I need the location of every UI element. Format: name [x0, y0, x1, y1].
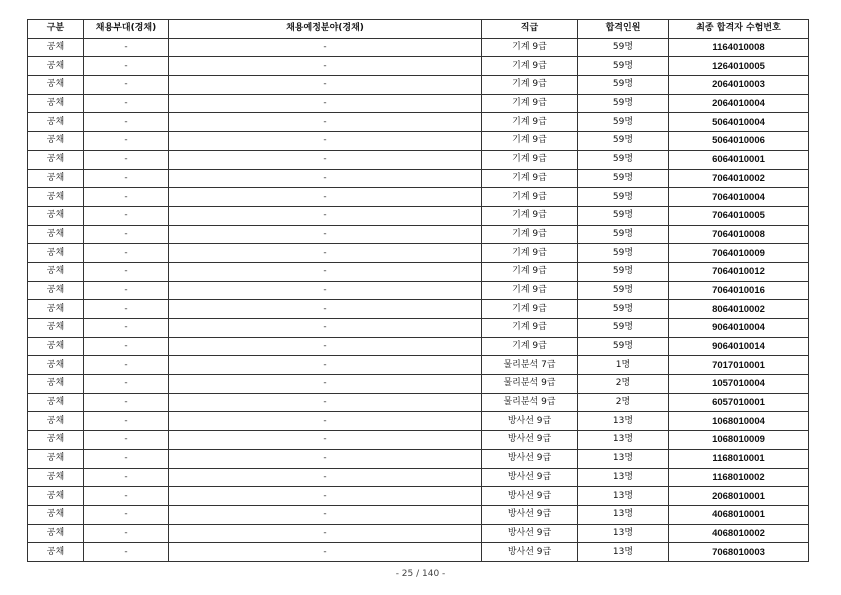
- cell-count: 59명: [578, 225, 669, 244]
- cell-type: 공채: [28, 150, 84, 169]
- cell-exam-number: 1068010004: [669, 412, 809, 431]
- cell-grade: 기계 9급: [482, 113, 578, 132]
- cell-count: 59명: [578, 169, 669, 188]
- cell-grade: 방사선 9급: [482, 431, 578, 450]
- cell-exam-number: 2064010004: [669, 94, 809, 113]
- cell-grade: 기계 9급: [482, 150, 578, 169]
- cell-field: -: [169, 281, 482, 300]
- cell-unit: -: [84, 468, 169, 487]
- cell-exam-number: 7064010002: [669, 169, 809, 188]
- cell-unit: -: [84, 132, 169, 151]
- cell-unit: -: [84, 524, 169, 543]
- cell-type: 공채: [28, 543, 84, 562]
- cell-type: 공채: [28, 375, 84, 394]
- cell-type: 공채: [28, 487, 84, 506]
- table-row: [28, 356, 809, 375]
- cell-grade: 기계 9급: [482, 319, 578, 338]
- cell-unit: -: [84, 449, 169, 468]
- cell-grade: 방사선 9급: [482, 449, 578, 468]
- cell-type: 공채: [28, 412, 84, 431]
- cell-type: 공채: [28, 188, 84, 207]
- cell-count: 59명: [578, 337, 669, 356]
- cell-unit: -: [84, 393, 169, 412]
- cell-exam-number: 2064010003: [669, 76, 809, 95]
- cell-unit: -: [84, 225, 169, 244]
- cell-count: 1명: [578, 356, 669, 375]
- table-row: [28, 337, 809, 356]
- cell-type: 공채: [28, 337, 84, 356]
- cell-field: -: [169, 337, 482, 356]
- table-row: [28, 94, 809, 113]
- cell-count: 13명: [578, 487, 669, 506]
- cell-field: -: [169, 524, 482, 543]
- table-row: [28, 412, 809, 431]
- cell-exam-number: 2068010001: [669, 487, 809, 506]
- cell-type: 공채: [28, 169, 84, 188]
- cell-type: 공채: [28, 505, 84, 524]
- cell-exam-number: 6057010001: [669, 393, 809, 412]
- cell-type: 공채: [28, 319, 84, 338]
- cell-count: 59명: [578, 132, 669, 151]
- table-row: [28, 281, 809, 300]
- cell-field: -: [169, 244, 482, 263]
- cell-type: 공채: [28, 225, 84, 244]
- cell-field: -: [169, 225, 482, 244]
- cell-field: -: [169, 431, 482, 450]
- cell-field: -: [169, 132, 482, 151]
- cell-unit: -: [84, 76, 169, 95]
- cell-type: 공채: [28, 76, 84, 95]
- table-row: [28, 206, 809, 225]
- cell-exam-number: 7064010016: [669, 281, 809, 300]
- cell-count: 13명: [578, 524, 669, 543]
- header-unit: 채용부대(경채): [84, 20, 169, 39]
- header-type: 구분: [28, 20, 84, 39]
- cell-field: -: [169, 356, 482, 375]
- cell-field: -: [169, 262, 482, 281]
- table-header-row: [28, 20, 809, 39]
- cell-grade: 기계 9급: [482, 281, 578, 300]
- cell-exam-number: 1057010004: [669, 375, 809, 394]
- table-row: [28, 300, 809, 319]
- cell-unit: -: [84, 300, 169, 319]
- cell-exam-number: 7064010012: [669, 262, 809, 281]
- cell-unit: -: [84, 206, 169, 225]
- cell-exam-number: 9064010004: [669, 319, 809, 338]
- header-exam-number: 최종 합격자 수험번호: [669, 20, 809, 39]
- header-field: 채용예정분야(경채): [169, 20, 482, 39]
- cell-exam-number: 7064010008: [669, 225, 809, 244]
- cell-grade: 물리분석 9급: [482, 393, 578, 412]
- cell-field: -: [169, 206, 482, 225]
- cell-unit: -: [84, 169, 169, 188]
- cell-exam-number: 1168010001: [669, 449, 809, 468]
- cell-count: 13명: [578, 431, 669, 450]
- cell-unit: -: [84, 188, 169, 207]
- cell-grade: 기계 9급: [482, 132, 578, 151]
- table-row: [28, 113, 809, 132]
- table-row: [28, 543, 809, 562]
- cell-grade: 기계 9급: [482, 57, 578, 76]
- cell-grade: 방사선 9급: [482, 412, 578, 431]
- cell-unit: -: [84, 375, 169, 394]
- cell-grade: 기계 9급: [482, 337, 578, 356]
- cell-type: 공채: [28, 206, 84, 225]
- cell-count: 59명: [578, 281, 669, 300]
- cell-unit: -: [84, 431, 169, 450]
- cell-type: 공채: [28, 57, 84, 76]
- cell-count: 2명: [578, 393, 669, 412]
- cell-unit: -: [84, 319, 169, 338]
- cell-field: -: [169, 319, 482, 338]
- cell-grade: 기계 9급: [482, 38, 578, 57]
- cell-count: 13명: [578, 543, 669, 562]
- cell-unit: -: [84, 356, 169, 375]
- cell-count: 59명: [578, 150, 669, 169]
- cell-exam-number: 1068010009: [669, 431, 809, 450]
- cell-field: -: [169, 113, 482, 132]
- cell-field: -: [169, 150, 482, 169]
- cell-field: -: [169, 468, 482, 487]
- cell-field: -: [169, 543, 482, 562]
- table-row: [28, 244, 809, 263]
- cell-unit: -: [84, 487, 169, 506]
- table-row: [28, 76, 809, 95]
- results-table: [27, 19, 809, 562]
- table-row: [28, 487, 809, 506]
- cell-unit: -: [84, 337, 169, 356]
- cell-field: -: [169, 505, 482, 524]
- cell-grade: 물리분석 7급: [482, 356, 578, 375]
- cell-type: 공채: [28, 524, 84, 543]
- cell-type: 공채: [28, 38, 84, 57]
- cell-type: 공채: [28, 132, 84, 151]
- cell-grade: 방사선 9급: [482, 505, 578, 524]
- cell-exam-number: 5064010004: [669, 113, 809, 132]
- cell-exam-number: 7064010009: [669, 244, 809, 263]
- cell-exam-number: 5064010006: [669, 132, 809, 151]
- cell-unit: -: [84, 244, 169, 263]
- cell-grade: 기계 9급: [482, 262, 578, 281]
- cell-type: 공채: [28, 393, 84, 412]
- cell-count: 59명: [578, 188, 669, 207]
- cell-unit: -: [84, 150, 169, 169]
- table-row: [28, 262, 809, 281]
- table-row: [28, 524, 809, 543]
- cell-type: 공채: [28, 356, 84, 375]
- cell-grade: 기계 9급: [482, 76, 578, 95]
- cell-field: -: [169, 487, 482, 506]
- cell-grade: 기계 9급: [482, 300, 578, 319]
- cell-unit: -: [84, 113, 169, 132]
- cell-exam-number: 1164010008: [669, 38, 809, 57]
- cell-count: 59명: [578, 76, 669, 95]
- cell-unit: -: [84, 94, 169, 113]
- cell-type: 공채: [28, 468, 84, 487]
- cell-type: 공채: [28, 244, 84, 263]
- cell-exam-number: 7068010003: [669, 543, 809, 562]
- cell-count: 59명: [578, 57, 669, 76]
- cell-count: 59명: [578, 244, 669, 263]
- cell-field: -: [169, 169, 482, 188]
- table-row: [28, 57, 809, 76]
- cell-count: 13명: [578, 505, 669, 524]
- cell-field: -: [169, 188, 482, 207]
- cell-count: 59명: [578, 206, 669, 225]
- table-row: [28, 169, 809, 188]
- table-row: [28, 468, 809, 487]
- cell-grade: 물리분석 9급: [482, 375, 578, 394]
- table-row: [28, 150, 809, 169]
- cell-count: 59명: [578, 94, 669, 113]
- cell-exam-number: 1264010005: [669, 57, 809, 76]
- cell-type: 공채: [28, 113, 84, 132]
- cell-field: -: [169, 76, 482, 95]
- cell-field: -: [169, 94, 482, 113]
- cell-grade: 기계 9급: [482, 94, 578, 113]
- cell-type: 공채: [28, 300, 84, 319]
- cell-type: 공채: [28, 431, 84, 450]
- table-row: [28, 393, 809, 412]
- header-count: 합격인원: [578, 20, 669, 39]
- cell-exam-number: 9064010014: [669, 337, 809, 356]
- header-grade: 직급: [482, 20, 578, 39]
- cell-grade: 기계 9급: [482, 169, 578, 188]
- table-body: [28, 38, 809, 561]
- cell-grade: 기계 9급: [482, 225, 578, 244]
- cell-exam-number: 7064010005: [669, 206, 809, 225]
- cell-grade: 방사선 9급: [482, 524, 578, 543]
- cell-count: 59명: [578, 319, 669, 338]
- cell-count: 59명: [578, 38, 669, 57]
- cell-count: 13명: [578, 449, 669, 468]
- cell-count: 59명: [578, 262, 669, 281]
- cell-count: 59명: [578, 113, 669, 132]
- cell-exam-number: 6064010001: [669, 150, 809, 169]
- cell-grade: 기계 9급: [482, 244, 578, 263]
- table-row: [28, 431, 809, 450]
- cell-grade: 방사선 9급: [482, 487, 578, 506]
- cell-type: 공채: [28, 281, 84, 300]
- cell-count: 2명: [578, 375, 669, 394]
- cell-grade: 방사선 9급: [482, 543, 578, 562]
- cell-exam-number: 4068010002: [669, 524, 809, 543]
- cell-field: -: [169, 38, 482, 57]
- cell-exam-number: 8064010002: [669, 300, 809, 319]
- cell-type: 공채: [28, 449, 84, 468]
- cell-unit: -: [84, 281, 169, 300]
- cell-grade: 기계 9급: [482, 206, 578, 225]
- table-row: [28, 375, 809, 394]
- cell-field: -: [169, 375, 482, 394]
- table-row: [28, 132, 809, 151]
- cell-field: -: [169, 393, 482, 412]
- cell-type: 공채: [28, 262, 84, 281]
- cell-count: 59명: [578, 300, 669, 319]
- table-row: [28, 225, 809, 244]
- cell-field: -: [169, 57, 482, 76]
- cell-exam-number: 4068010001: [669, 505, 809, 524]
- cell-exam-number: 1168010002: [669, 468, 809, 487]
- cell-unit: -: [84, 57, 169, 76]
- cell-unit: -: [84, 543, 169, 562]
- cell-count: 13명: [578, 412, 669, 431]
- table-row: [28, 449, 809, 468]
- cell-field: -: [169, 449, 482, 468]
- table-row: [28, 505, 809, 524]
- cell-exam-number: 7017010001: [669, 356, 809, 375]
- cell-count: 13명: [578, 468, 669, 487]
- table-row: [28, 319, 809, 338]
- cell-grade: 기계 9급: [482, 188, 578, 207]
- cell-grade: 방사선 9급: [482, 468, 578, 487]
- cell-exam-number: 7064010004: [669, 188, 809, 207]
- cell-unit: -: [84, 38, 169, 57]
- cell-unit: -: [84, 412, 169, 431]
- cell-type: 공채: [28, 94, 84, 113]
- cell-unit: -: [84, 505, 169, 524]
- cell-field: -: [169, 412, 482, 431]
- page-number: - 25 / 140 -: [395, 569, 446, 579]
- cell-field: -: [169, 300, 482, 319]
- table-row: [28, 188, 809, 207]
- table-row: [28, 38, 809, 57]
- cell-unit: -: [84, 262, 169, 281]
